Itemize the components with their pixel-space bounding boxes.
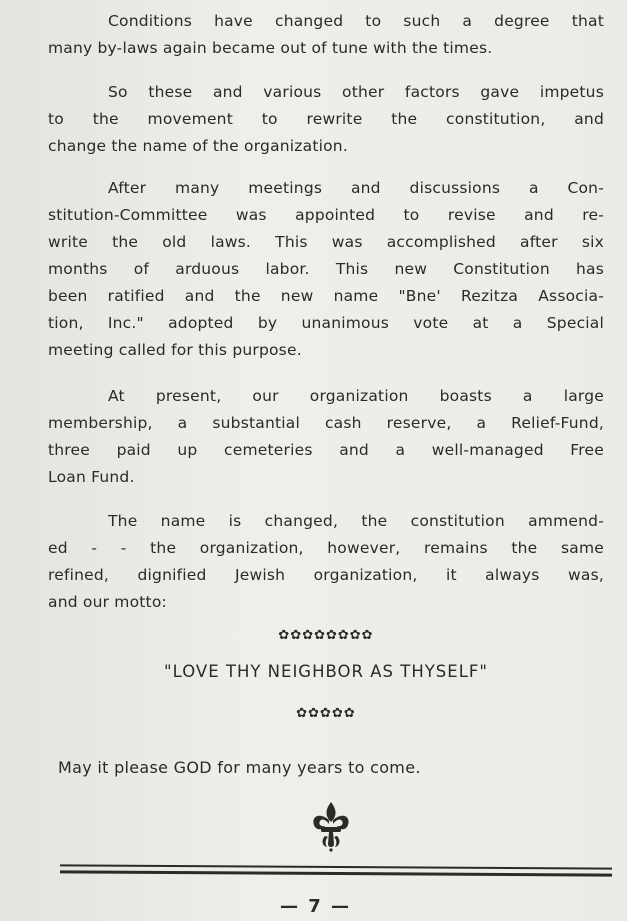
divider-rule bbox=[60, 864, 612, 869]
text-line: meeting called for this purpose. bbox=[48, 341, 302, 359]
text-line: The name is changed, the constitution ammend- bbox=[108, 512, 604, 530]
star-divider-top: ✿✿✿✿✿✿✿✿ bbox=[278, 628, 374, 643]
text-line: At present, our organization boasts a large bbox=[108, 387, 604, 405]
paragraph-factors bbox=[48, 79, 604, 160]
text-line: change the name of the organization. bbox=[48, 137, 348, 155]
paragraph-constitution-committee bbox=[48, 175, 604, 364]
text-line: After many meetings and discussions a Con- bbox=[108, 179, 604, 197]
closing-line: May it please GOD for many years to come. bbox=[58, 758, 421, 777]
text-line: Conditions have changed to such a degree that bbox=[108, 12, 604, 30]
text-line: Loan Fund. bbox=[48, 468, 135, 486]
text-line: three paid up cemeteries and a well-managed Free bbox=[48, 441, 604, 459]
text-line: many by-laws again became out of tune with the times. bbox=[48, 39, 493, 57]
text-line: refined, dignified Jewish organization, it always was, bbox=[48, 566, 604, 584]
text-line: So these and various other factors gave impetus bbox=[108, 83, 604, 101]
text-line: been ratified and the new name "Bne' Rezitza Associa- bbox=[48, 287, 604, 305]
paragraph-name-changed bbox=[48, 508, 604, 616]
text-line: stitution-Committee was appointed to revise and re- bbox=[48, 206, 604, 224]
motto: "LOVE THY NEIGHBOR AS THYSELF" bbox=[164, 662, 488, 681]
star-divider-bottom: ✿✿✿✿✿ bbox=[296, 706, 356, 721]
fleur-de-lis-icon bbox=[308, 800, 354, 852]
text-line: ed - - the organization, however, remains the same bbox=[48, 539, 604, 557]
text-line: months of arduous labor. This new Constitution has bbox=[48, 260, 604, 278]
paragraph-present bbox=[48, 383, 604, 491]
paragraph-conditions bbox=[48, 8, 604, 62]
text-line: membership, a substantial cash reserve, a Relief-Fund, bbox=[48, 414, 604, 432]
text-line: to the movement to rewrite the constitution, and bbox=[48, 110, 604, 128]
text-line: tion, Inc." adopted by unanimous vote at a Special bbox=[48, 314, 604, 332]
divider-rule bbox=[60, 870, 612, 876]
page-number: — 7 — bbox=[280, 896, 352, 917]
text-line: write the old laws. This was accomplished after six bbox=[48, 233, 604, 251]
text-line: and our motto: bbox=[48, 593, 167, 611]
